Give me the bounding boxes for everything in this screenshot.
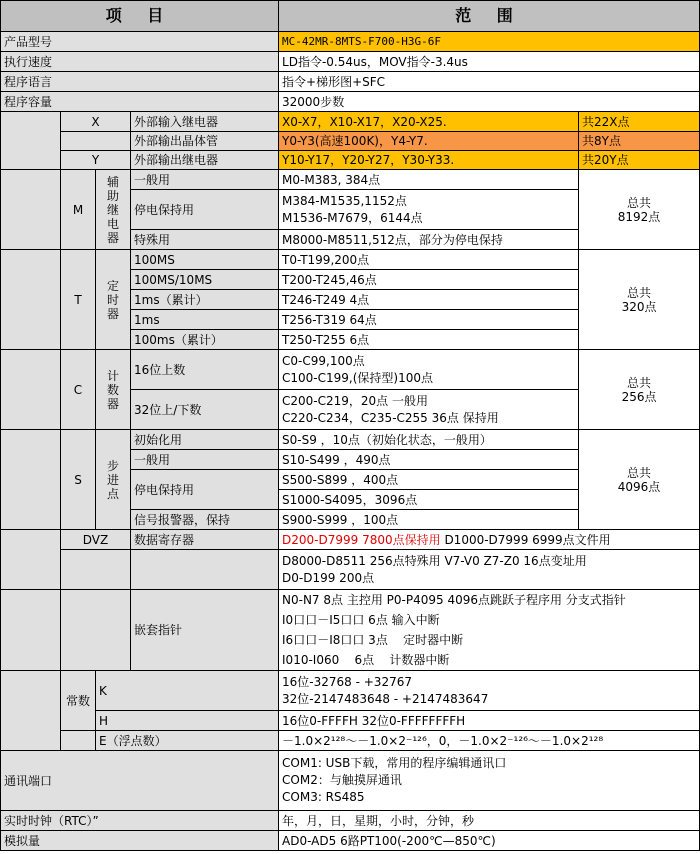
nest-lines <box>279 590 700 671</box>
m-blank <box>1 170 61 250</box>
m-item-label: 特殊用 <box>131 230 279 250</box>
t-blank <box>1 250 61 350</box>
model-value: MC-42MR-8MTS-F700-H3G-6F <box>279 32 700 52</box>
m-group <box>96 170 131 250</box>
m-item-label: 停电保持用 <box>131 190 279 230</box>
t-total-line2: 320点 <box>621 299 657 314</box>
dvz-label: 数据寄存器 <box>131 530 279 550</box>
x-total: 共22X点 <box>579 112 700 132</box>
analog-label: 模拟量 <box>1 831 279 851</box>
const-label: 常数 <box>61 671 96 731</box>
t-item-label: 100ms（累计） <box>131 330 279 350</box>
header-range: 范 围 <box>279 1 700 32</box>
t-item-label: 100MS <box>131 250 279 270</box>
c-blank <box>1 350 61 430</box>
t-item-value: T250-T255 6点 <box>279 330 579 350</box>
c-item-line: C200-C219，20点 一般用 <box>282 393 428 408</box>
m-item-label: 一般用 <box>131 170 279 190</box>
nest-line: I0口口－I5口口 6点 输入中断 <box>282 613 440 627</box>
x-label: 外部输入继电器 <box>131 112 279 132</box>
dvz-value-rest: D1000-D7999 6999点文件用 <box>440 532 611 547</box>
c-group <box>96 350 131 430</box>
dvz-value <box>279 530 700 550</box>
t-total <box>579 250 700 350</box>
c-total <box>579 350 700 430</box>
y1-total: 共8Y点 <box>579 132 700 151</box>
const-k-value <box>279 671 700 711</box>
y1-code <box>61 132 131 151</box>
m-total-line1: 总共 <box>627 195 652 210</box>
c-item-label: 32位上/下数 <box>131 390 279 430</box>
nest-line: I6口口－I8口口 3点 定时器中断 <box>282 633 464 647</box>
m-item-value: M0-M383, 384点 <box>279 170 579 190</box>
y2-label: 外部输出继电器 <box>131 151 279 170</box>
analog-value: AD0-AD5 6路PT100(-200℃—850℃) <box>279 831 700 851</box>
t-item-label: 1ms（累计） <box>131 290 279 310</box>
m-item-line: M1536-M7679，6144点 <box>282 210 423 225</box>
m-total <box>579 170 700 250</box>
c-item-line: C100-C199,(保持型)100点 <box>282 370 433 385</box>
t-item-label: 1ms <box>131 310 279 330</box>
dvz-line: D8000-D8511 256点特殊用 V7-V0 Z7-Z0 16点变址用 <box>282 553 587 568</box>
dvz-code-blank <box>61 550 131 590</box>
t-item-value: T256-T319 64点 <box>279 310 579 330</box>
comm-line: COM2：与触摸屏通讯 <box>282 773 402 787</box>
comm-line: COM1: USB下载，常用的程序编辑通讯口 <box>282 756 507 770</box>
m-item-value: M8000-M8511,512点，部分为停电保持 <box>279 230 579 250</box>
t-item-label: 100MS/10MS <box>131 270 279 290</box>
s-item-value: S900-S999 ，100点 <box>279 510 579 530</box>
nest-blank <box>1 590 61 671</box>
c-item-line: C220-C234，C235-C255 36点 保持用 <box>282 410 499 425</box>
c-item-value <box>279 350 579 390</box>
comm-label: 通讯端口 <box>1 751 279 811</box>
speed-value: LD指令-0.54us，MOV指令-3.4us <box>279 52 700 72</box>
lang-label: 程序语言 <box>1 72 279 92</box>
capacity-label: 程序容量 <box>1 92 279 112</box>
s-code: S <box>61 430 96 530</box>
s-total-line2: 4096点 <box>617 479 661 494</box>
dvz-lines <box>279 550 700 590</box>
const-k-line: 16位-32768 - +32767 <box>282 674 412 689</box>
const-blank <box>1 671 61 751</box>
s-total-line1: 总共 <box>627 465 652 480</box>
s-group-text: 步进点 <box>106 458 119 501</box>
comm-line: COM3: RS485 <box>282 790 365 804</box>
t-item-value: T246-T249 4点 <box>279 290 579 310</box>
capacity-value: 32000步数 <box>279 92 700 112</box>
const-h-value: 16位0-FFFFH 32位0-FFFFFFFFH <box>279 711 700 731</box>
lang-value: 指令+梯形图+SFC <box>279 72 700 92</box>
c-code: C <box>61 350 96 430</box>
s-item-value: S500-S899 ，400点 <box>279 470 579 490</box>
s-item-value: S10-S499 ，490点 <box>279 450 579 470</box>
m-total-line2: 8192点 <box>617 209 661 224</box>
t-group-text: 定时器 <box>106 278 119 321</box>
rtc-label: 实时时钟（RTC）” <box>1 811 279 831</box>
s-item-label: 一般用 <box>131 450 279 470</box>
s-item-label: 信号报警器，保持 <box>131 510 279 530</box>
const-e-code: E（浮点数） <box>96 731 279 751</box>
dvz-label-blank <box>131 550 279 590</box>
dvz-value-red: D200-D7999 7800点保持用 <box>282 532 441 547</box>
m-item-value <box>279 190 579 230</box>
t-group <box>96 250 131 350</box>
c-total-line2: 256点 <box>621 389 657 404</box>
y1-value: Y0-Y3(高速100K)，Y4-Y7. <box>279 132 579 151</box>
t-total-line1: 总共 <box>627 285 652 300</box>
y2-total: 共20Y点 <box>579 151 700 170</box>
t-item-value: T0-T199,200点 <box>279 250 579 270</box>
x-value: X0-X7，X10-X17，X20-X25. <box>279 112 579 132</box>
io-blank <box>1 112 61 170</box>
y2-code: Y <box>61 151 131 170</box>
nest-line: N0-N7 8点 主控用 P0-P4095 4096点跳跃子程序用 分支式指针 <box>282 593 626 607</box>
const-k-line: 32位-2147483648 - +2147483647 <box>282 691 489 706</box>
dvz-blank <box>1 530 61 590</box>
c-item-label: 16位上数 <box>131 350 279 390</box>
y1-label: 外部输出晶体管 <box>131 132 279 151</box>
s-group <box>96 430 131 530</box>
dvz-code: DVZ <box>61 530 131 550</box>
const-h-code: H <box>96 711 279 731</box>
m-code: M <box>61 170 96 250</box>
t-code: T <box>61 250 96 350</box>
rtc-value: 年，月，日，星期，小时，分钟，秒 <box>279 811 700 831</box>
m-item-line: M384-M1535,1152点 <box>282 193 407 208</box>
s-total <box>579 430 700 530</box>
x-code: X <box>61 112 131 132</box>
nest-label: 嵌套指针 <box>131 590 279 671</box>
comm-lines <box>279 751 700 811</box>
s-blank <box>1 430 61 530</box>
nest-line: I010-I060 6点 计数器中断 <box>282 653 450 667</box>
m-group-text: 辅助继电器 <box>106 174 119 245</box>
c-total-line1: 总共 <box>627 375 652 390</box>
t-item-value: T200-T245,46点 <box>279 270 579 290</box>
header-item: 项 目 <box>1 1 279 32</box>
speed-label: 执行速度 <box>1 52 279 72</box>
model-label: 产品型号 <box>1 32 279 52</box>
c-item-value <box>279 390 579 430</box>
s-item-value: S0-S9 ，10点（初始化状态，一般用） <box>279 430 579 450</box>
s-item-label: 初始化用 <box>131 430 279 450</box>
const-e-blank <box>61 731 96 751</box>
c-group-text: 计数器 <box>106 368 119 411</box>
dvz-line: D0-D199 200点 <box>282 570 375 585</box>
const-k-code: K <box>96 671 279 711</box>
s-item-value: S1000-S4095，3096点 <box>279 490 579 510</box>
y2-value: Y10-Y17，Y20-Y27，Y30-Y33. <box>279 151 579 170</box>
c-item-line: C0-C99,100点 <box>282 353 365 368</box>
nest-code-blank <box>61 590 131 671</box>
const-e-value: －1.0×2¹²⁸～－1.0×2⁻¹²⁶，0，－1.0×2⁻¹²⁶～－1.0×2¹²⁸ <box>279 731 700 751</box>
s-item-label: 停电保持用 <box>131 470 279 510</box>
